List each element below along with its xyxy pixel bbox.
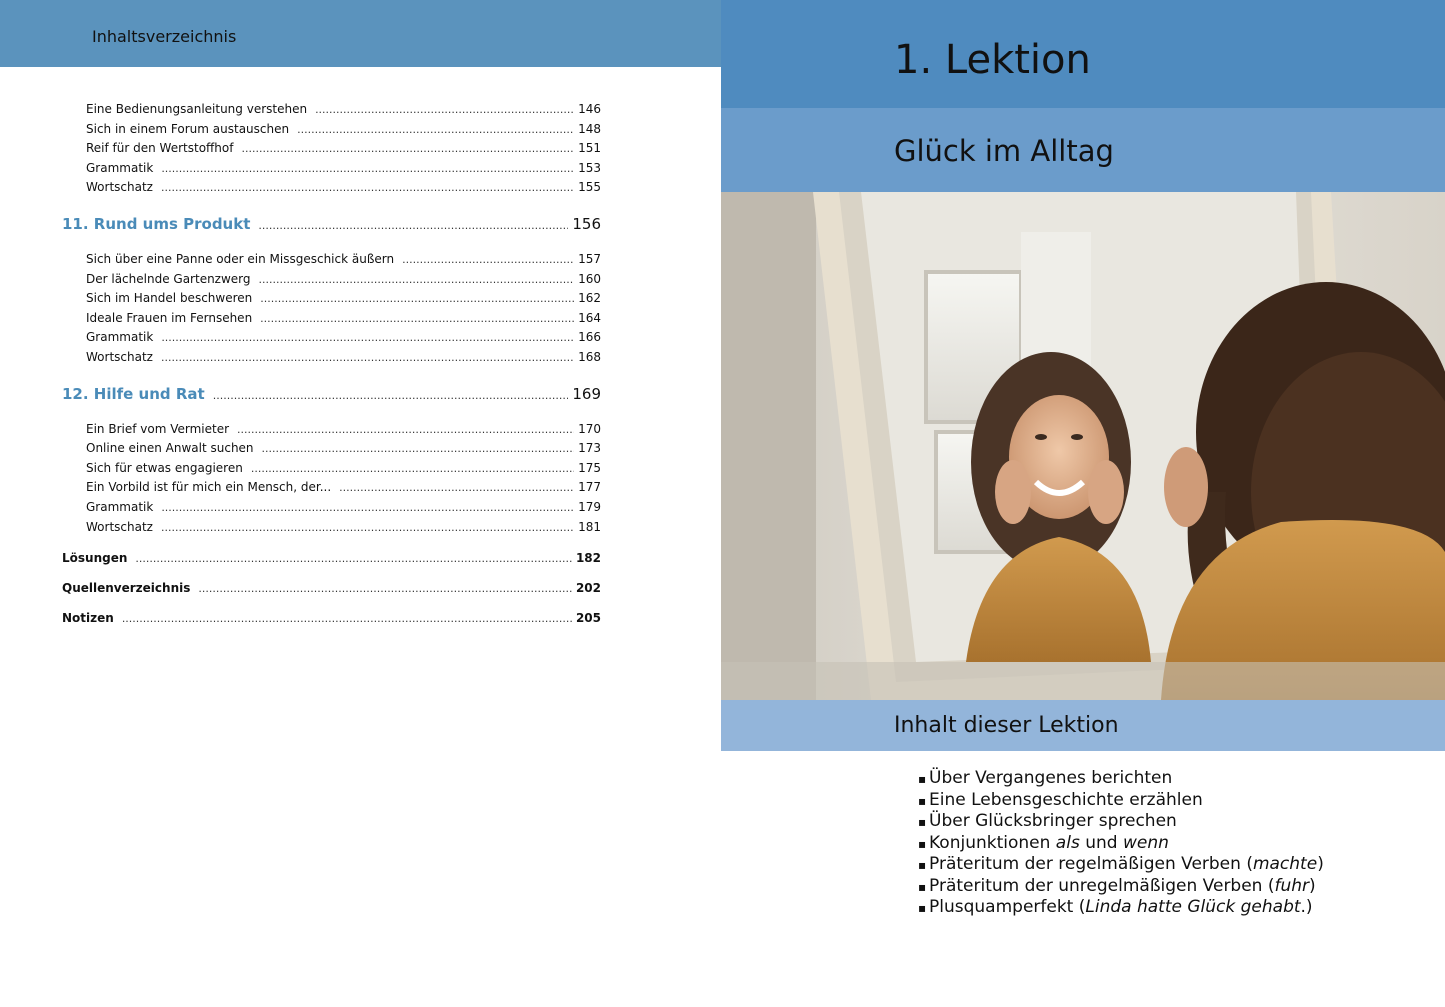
lesson-subtitle: Glück im Alltag bbox=[894, 134, 1114, 168]
list-item-text: Eine Lebensgeschichte erzählen bbox=[929, 789, 1203, 810]
right-page bbox=[721, 0, 1445, 1007]
list-item-italic: Linda hatte Glück gehabt bbox=[1085, 897, 1301, 917]
left-page bbox=[0, 0, 721, 1007]
toc-entry-page: 151 bbox=[578, 141, 601, 156]
toc-entry-label: Quellenverzeichnis bbox=[62, 581, 191, 596]
toc-group-2 bbox=[62, 250, 601, 368]
toc-entry-label: Sich für etwas engagieren bbox=[86, 460, 243, 475]
toc-entry-page: 170 bbox=[578, 421, 601, 436]
toc-entry-page: 205 bbox=[575, 611, 601, 626]
toc-leader-dots bbox=[237, 420, 574, 440]
list-item bbox=[918, 833, 1324, 855]
toc-leader-dots bbox=[213, 384, 569, 406]
toc-entry[interactable] bbox=[86, 518, 601, 538]
list-item-italic: fuhr bbox=[1274, 875, 1310, 896]
list-item bbox=[918, 854, 1324, 876]
list-item-text: Plusquamperfekt ( bbox=[929, 897, 1086, 917]
toc-leader-dots bbox=[315, 100, 574, 120]
toc-entry[interactable] bbox=[86, 478, 601, 498]
bullet-icon: ▪ bbox=[918, 793, 927, 808]
toc-chapter-label: 11. Rund ums Produkt bbox=[62, 214, 251, 233]
toc-entry-page: 160 bbox=[578, 271, 601, 286]
toc-leader-dots bbox=[262, 439, 575, 459]
lesson-title-band bbox=[721, 0, 1445, 108]
lesson-content-list bbox=[918, 768, 1324, 919]
toc-leader-dots bbox=[198, 574, 572, 603]
toc-leader-dots bbox=[260, 309, 574, 329]
toc-entry[interactable] bbox=[86, 120, 601, 140]
table-of-contents bbox=[62, 100, 601, 633]
list-item bbox=[918, 768, 1324, 790]
toc-notizen[interactable] bbox=[62, 603, 601, 633]
bullet-icon: ▪ bbox=[918, 836, 927, 851]
toc-entry-page: 148 bbox=[578, 121, 601, 136]
toc-group-1 bbox=[62, 100, 601, 198]
toc-leader-dots bbox=[260, 289, 574, 309]
toc-entry[interactable] bbox=[86, 498, 601, 518]
list-item bbox=[918, 790, 1324, 812]
toc-entry[interactable] bbox=[86, 439, 601, 459]
toc-entry-label: Lösungen bbox=[62, 551, 128, 566]
toc-entry-label: Notizen bbox=[62, 611, 114, 626]
toc-header bbox=[0, 0, 721, 67]
list-item-text: ) bbox=[1309, 875, 1316, 896]
list-item-italic: machte bbox=[1252, 854, 1318, 874]
toc-leader-dots bbox=[161, 498, 574, 518]
toc-leader-dots bbox=[339, 478, 574, 498]
toc-leader-dots bbox=[402, 250, 574, 270]
toc-chapter-label: 12. Hilfe und Rat bbox=[62, 384, 205, 403]
toc-leader-dots bbox=[161, 178, 574, 198]
toc-entry[interactable] bbox=[86, 420, 601, 440]
toc-entry[interactable] bbox=[86, 178, 601, 198]
toc-entry-page: 173 bbox=[578, 441, 601, 456]
toc-entry-page: 202 bbox=[575, 581, 601, 596]
toc-entry-page: 166 bbox=[578, 330, 601, 345]
toc-loesungen[interactable] bbox=[62, 543, 601, 573]
toc-leader-dots bbox=[161, 518, 574, 538]
toc-leader-dots bbox=[297, 120, 574, 140]
list-item-italic: als bbox=[1055, 832, 1080, 853]
toc-header-title: Inhaltsverzeichnis bbox=[92, 27, 237, 46]
bullet-icon: ▪ bbox=[918, 772, 927, 786]
toc-entry[interactable] bbox=[86, 250, 601, 270]
toc-entry-label: Reif für den Wertstoffhof bbox=[86, 141, 234, 156]
toc-entry[interactable] bbox=[86, 270, 601, 290]
toc-group-3 bbox=[62, 420, 601, 538]
toc-leader-dots bbox=[161, 328, 574, 348]
list-item bbox=[918, 811, 1324, 833]
list-item bbox=[918, 897, 1324, 919]
toc-chapter-11[interactable] bbox=[62, 212, 601, 236]
toc-entry-page: 155 bbox=[578, 180, 601, 195]
toc-entry[interactable] bbox=[86, 348, 601, 368]
toc-leader-dots bbox=[122, 604, 572, 633]
bullet-icon: ▪ bbox=[918, 858, 927, 872]
lesson-subtitle-band bbox=[721, 108, 1445, 192]
toc-leader-dots bbox=[241, 139, 574, 159]
content-heading-band bbox=[721, 700, 1445, 751]
toc-entry-label: Wortschatz bbox=[86, 519, 153, 534]
list-item-text: und bbox=[1079, 832, 1123, 853]
toc-entry-page: 168 bbox=[578, 349, 601, 364]
toc-entry-label: Ideale Frauen im Fernsehen bbox=[86, 310, 253, 325]
toc-chapter-page: 156 bbox=[572, 214, 601, 233]
toc-chapter-12[interactable] bbox=[62, 382, 601, 406]
toc-entry-page: 164 bbox=[578, 310, 601, 325]
toc-entry-label: Grammatik bbox=[86, 330, 154, 345]
toc-entry[interactable] bbox=[86, 139, 601, 159]
list-item-text: Über Glücksbringer sprechen bbox=[929, 811, 1177, 831]
toc-entry-page: 162 bbox=[578, 291, 601, 306]
toc-entry-label: Sich über eine Panne oder ein Missgeschick äußern bbox=[86, 251, 395, 266]
toc-entry-page: 175 bbox=[578, 460, 601, 475]
toc-entry-label: Grammatik bbox=[86, 160, 154, 175]
toc-entry-page: 153 bbox=[578, 160, 601, 175]
bullet-icon: ▪ bbox=[918, 879, 927, 894]
toc-leader-dots bbox=[258, 214, 568, 236]
toc-entry[interactable] bbox=[86, 328, 601, 348]
toc-entry[interactable] bbox=[86, 100, 601, 120]
toc-entry-label: Ein Brief vom Vermieter bbox=[86, 421, 230, 436]
list-item-text: Über Vergangenes berichten bbox=[929, 768, 1173, 788]
toc-entry-label: Sich in einem Forum austauschen bbox=[86, 121, 290, 136]
toc-entry-page: 177 bbox=[578, 480, 601, 495]
toc-entry-page: 146 bbox=[578, 102, 601, 116]
list-item-text: Konjunktionen bbox=[929, 832, 1056, 853]
toc-entry-label: Der lächelnde Gartenzwerg bbox=[86, 271, 251, 286]
toc-entry-label: Sich im Handel beschweren bbox=[86, 291, 253, 306]
toc-leader-dots bbox=[161, 159, 574, 179]
bullet-icon: ▪ bbox=[918, 901, 927, 915]
toc-entry[interactable] bbox=[86, 159, 601, 179]
list-item-text: ) bbox=[1317, 854, 1324, 874]
toc-leader-dots bbox=[161, 348, 574, 368]
toc-entry-page: 181 bbox=[578, 519, 601, 534]
woman-smiling-at-mirror-photo bbox=[721, 192, 1445, 700]
toc-entry-label: Grammatik bbox=[86, 499, 154, 514]
toc-leader-dots bbox=[259, 270, 575, 290]
bullet-icon: ▪ bbox=[918, 815, 927, 829]
list-item bbox=[918, 876, 1324, 898]
toc-entry-label: Ein Vorbild ist für mich ein Mensch, der... bbox=[86, 480, 332, 495]
content-heading: Inhalt dieser Lektion bbox=[894, 713, 1119, 738]
photo-illustration bbox=[721, 192, 1445, 700]
toc-quellenverzeichnis[interactable] bbox=[62, 573, 601, 603]
toc-entry[interactable] bbox=[86, 459, 601, 479]
toc-entry-label: Eine Bedienungsanleitung verstehen bbox=[86, 102, 308, 116]
toc-chapter-page: 169 bbox=[572, 384, 601, 403]
toc-entry-label: Wortschatz bbox=[86, 180, 153, 195]
toc-leader-dots bbox=[135, 544, 572, 573]
list-item-text: Präteritum der unregelmäßigen Verben ( bbox=[929, 875, 1275, 896]
list-item-text: .) bbox=[1300, 897, 1313, 917]
toc-entry-page: 182 bbox=[575, 551, 601, 566]
toc-entry-page: 157 bbox=[578, 251, 601, 266]
toc-entry-label: Wortschatz bbox=[86, 349, 153, 364]
toc-entry[interactable] bbox=[86, 289, 601, 309]
toc-leader-dots bbox=[251, 459, 574, 479]
list-item-italic: wenn bbox=[1122, 832, 1169, 853]
toc-entry[interactable] bbox=[86, 309, 601, 329]
toc-entry-page: 179 bbox=[578, 499, 601, 514]
list-item-text: Präteritum der regelmäßigen Verben ( bbox=[929, 854, 1253, 874]
lesson-title: 1. Lektion bbox=[894, 37, 1091, 83]
toc-entry-label: Online einen Anwalt suchen bbox=[86, 441, 254, 456]
